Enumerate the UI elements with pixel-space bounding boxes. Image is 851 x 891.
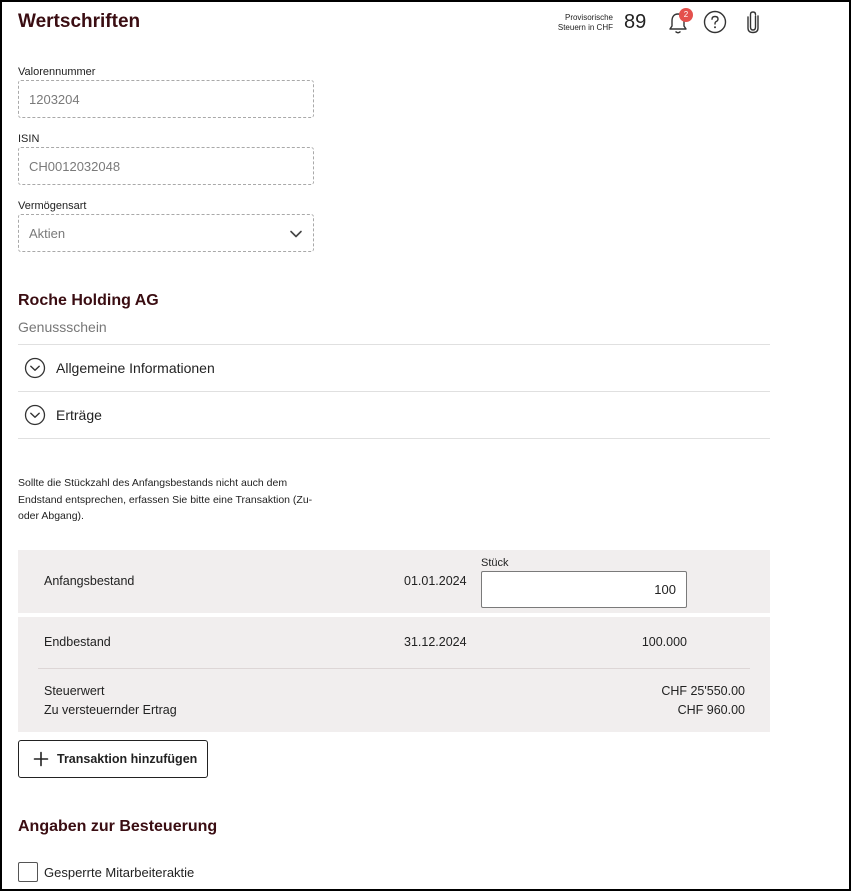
- asset-type-value: Aktien: [29, 225, 66, 241]
- valor-field[interactable]: [18, 80, 314, 118]
- security-name: Roche Holding AG: [18, 292, 159, 309]
- end-holding-date: 31.12.2024: [404, 635, 467, 649]
- isin-label: ISIN: [18, 133, 40, 145]
- accordion-general-info[interactable]: [18, 345, 770, 391]
- end-holding-label: Endbestand: [44, 635, 111, 649]
- provisional-tax-value: 89: [624, 11, 647, 33]
- help-icon[interactable]: [703, 10, 727, 34]
- isin-value: CH0012032048: [29, 158, 121, 174]
- valor-label: Valorennummer: [18, 66, 96, 78]
- divider: [18, 438, 770, 439]
- accordion-label: Allgemeine Informationen: [56, 360, 215, 376]
- security-type: Genussschein: [18, 319, 107, 335]
- accordion-income[interactable]: [18, 392, 770, 438]
- asset-type-select[interactable]: [18, 214, 314, 252]
- accordion-label: Erträge: [56, 407, 102, 423]
- quantity-label: Stück: [481, 557, 509, 569]
- provisional-tax-label: Provisorische Steuern in CHF: [557, 13, 613, 32]
- taxable-income-amount: CHF 960.00: [677, 703, 745, 717]
- end-holding-quantity: 100.000: [641, 635, 687, 649]
- tax-value-label: Steuerwert: [44, 684, 105, 698]
- add-transaction-button[interactable]: [18, 740, 208, 778]
- locked-shares-checkbox[interactable]: [18, 862, 38, 882]
- quantity-value: 100: [654, 582, 676, 597]
- quantity-input[interactable]: [481, 571, 687, 608]
- taxation-title: Angaben zur Besteuerung: [18, 818, 218, 835]
- chevron-circle-icon: [24, 404, 46, 426]
- info-note: Sollte die Stückzahl des Anfangsbestands nicht auch dem Endstand entsprechen, erfassen Sie bitte eine Transaktion (Zu- oder Abgang).: [18, 477, 313, 522]
- paperclip-icon[interactable]: [742, 9, 764, 35]
- asset-type-label: Vermögensart: [18, 200, 87, 212]
- page-title: Wertschriften: [18, 11, 141, 32]
- valor-value: 1203204: [29, 91, 80, 107]
- notification-badge: 2: [679, 8, 693, 22]
- taxable-income-label: Zu versteuernder Ertrag: [44, 703, 177, 717]
- locked-shares-row[interactable]: [18, 862, 194, 882]
- divider: [38, 668, 750, 669]
- locked-shares-label: Gesperrte Mitarbeiteraktie: [44, 864, 195, 880]
- isin-field[interactable]: [18, 147, 314, 185]
- plus-icon: [33, 751, 49, 767]
- chevron-circle-icon: [24, 357, 46, 379]
- start-holding-date: 01.01.2024: [404, 574, 467, 588]
- start-holding-label: Anfangsbestand: [44, 574, 135, 588]
- tax-value-amount: CHF 25'550.00: [661, 684, 745, 698]
- add-transaction-label: Transaktion hinzufügen: [57, 752, 198, 766]
- chevron-down-icon: [289, 227, 303, 242]
